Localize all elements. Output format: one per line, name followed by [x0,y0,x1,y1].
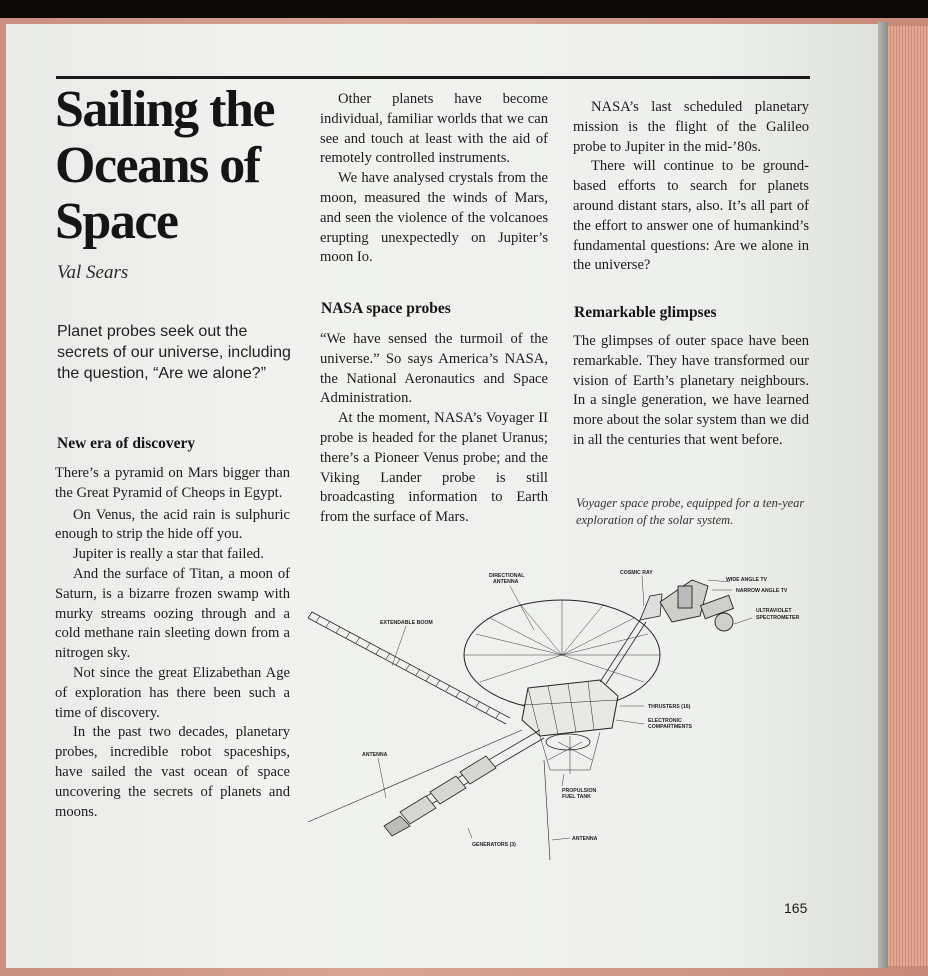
label-propulsion: PROPULSION [562,788,597,794]
label-narrow-angle-tv: NARROW ANGLE TV [736,588,788,594]
label-fuel-tank: FUEL TANK [562,794,591,800]
paragraph: Jupiter is really a star that failed. [73,546,264,563]
paragraph: The glimpses of outer space have been remarkable. They have transformed our vision of Earth’s planetary neighbours. In a single generation, we have learned more about the solar system than we did in all the centuries that went before. [573,333,809,448]
page-stack-edge [888,26,928,966]
label-extendable-boom: EXTENDABLE BOOM [380,620,433,626]
label-antenna-left: ANTENNA [362,752,388,758]
paragraph: Not since the great Elizabethan Age of exploration has there been such a time of discovery. [55,664,290,721]
column-1 [55,464,290,822]
section-heading-remarkable: Remarkable glimpses [574,304,717,321]
label-ultraviolet: ULTRAVIOLET [756,608,792,614]
paragraph: There will continue to be ground-based efforts to search for planets around distant stars, also. It’s all part of the effort to answer one of humankind’s fundamental questions: Are we alone in the universe? [573,158,809,274]
figure-caption: Voyager space probe, equipped for a ten-year exploration of the solar system. [576,496,805,527]
label-wide-angle-tv: WIDE ANGLE TV [726,577,768,583]
article-author: Val Sears [57,262,129,283]
paragraph: NASA’s last scheduled planetary mission is the flight of the Galileo probe to Jupiter in the mid-’80s. [573,99,809,155]
label-compartments: COMPARTMENTS [648,724,692,730]
paragraph: Other planets have become individual, familiar worlds that we can see and touch at least with the aid of remotely controlled instruments. [320,91,548,167]
header-rule [56,76,810,79]
boom-drawing [308,612,510,724]
paragraph: And the surface of Titan, a moon of Saturn, is a bizarre frozen swamp with murky streams oozing through and a cold methane rain sleeting down from a nitrogen sky. [55,565,290,662]
label-directional-antenna: ANTENNA [493,579,519,585]
label-generators: GENERATORS (3) [472,842,516,848]
paragraph: At the moment, NASA’s Voyager II probe is headed for the planet Uranus; there’s a Pioneer Venus probe; and the Viking Lander probe is still broadcasting information to Earth from the surface of Mars. [320,410,548,526]
label-electronic: ELECTRONIC [648,718,682,724]
article-deck: Planet probes seek out the secrets of our universe, including the question, “Are we alone?” [57,323,291,382]
label-cosmic-ray: COSMIC RAY [620,570,653,576]
column-2-bottom [320,330,548,528]
label-directional-antenna: DIRECTIONAL [489,573,525,579]
article-title: Sailing the Oceans of Space [55,81,274,250]
section-heading-nasa-probes: NASA space probes [321,300,451,317]
paragraph: On Venus, the acid rain is sulphuric enough to strip the hide off you. [55,506,290,543]
paragraph: We have analysed crystals from the moon, measured the winds of Mars, and seen the violence of the volcanoes erupting unexpectedly on Jupiter’s moon Io. [320,170,548,266]
label-antenna-bottom: ANTENNA [572,836,598,842]
paragraph: In the past two decades, planetary probes, incredible robot spaceships, have sailed the vast ocean of space uncovering the secrets of planets and moons. [55,724,290,820]
paragraph: There’s a pyramid on Mars bigger than the Great Pyramid of Cheops in Egypt. [55,465,290,501]
paragraph: “We have sensed the turmoil of the universe.” So says America’s NASA, the National Aeronautics and Space Administration. [320,331,548,407]
column-3-bottom [573,332,809,451]
page-gutter [878,22,888,968]
column-2-top [320,90,548,268]
column-3-top [573,98,809,276]
section-heading-new-era: New era of discovery [57,435,196,452]
label-thrusters: THRUSTERS (16) [648,704,691,710]
voyager-illustration [300,560,820,870]
label-spectrometer: SPECTROMETER [756,615,800,621]
page-number: 165 [784,900,808,916]
